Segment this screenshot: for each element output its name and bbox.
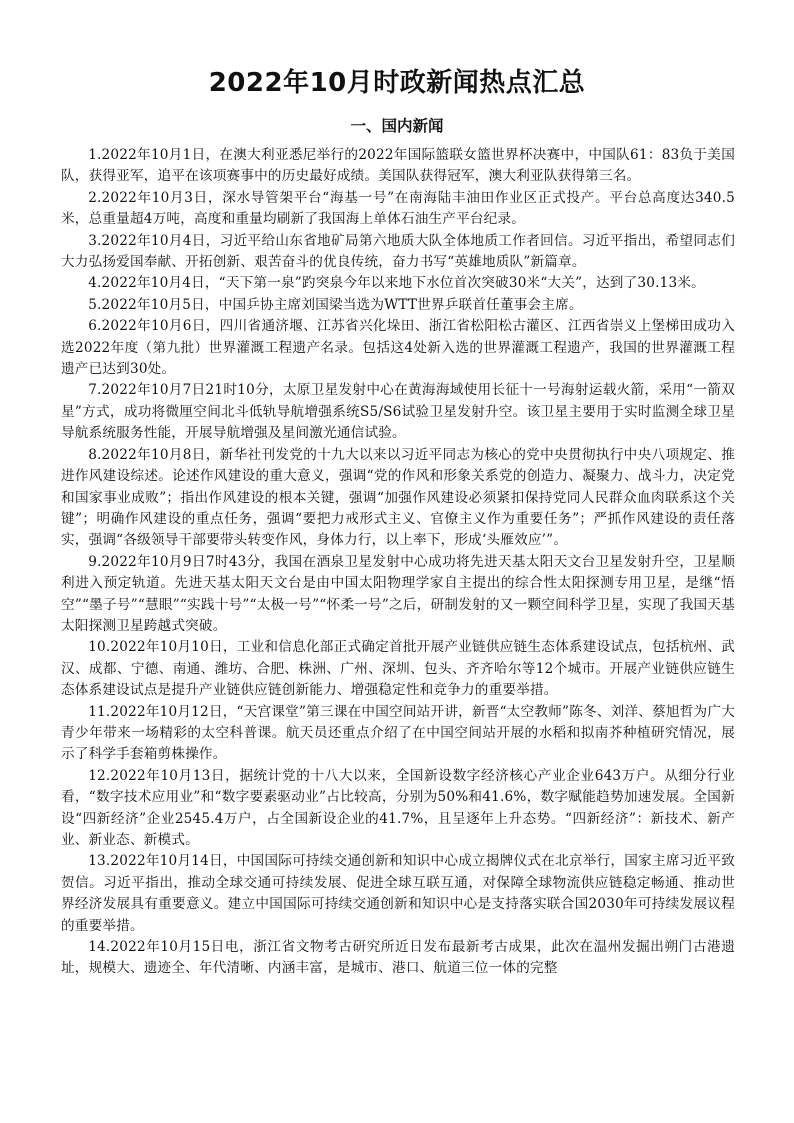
news-item: 11.2022年10月12日，“天宫课堂”第三课在中国空间站开讲，新晋“太空教师”陈冬、刘洋、蔡旭哲为广大青少年带来一场精彩的太空科普课。航天员还重点介绍了在中国空间站开展的水稻和拟南芥种植研究情况，展示了科学手套箱剪株操作。 (61, 703, 735, 763)
news-item: 4.2022年10月4日，“天下第一泉”趵突泉今年以来地下水位首次突破30米“大关”，达到了30.13米。 (88, 275, 705, 292)
news-item: 12.2022年10月13日，据统计党的十八大以来，全国新设数字经济核心产业企业643万户。从细分行业看，“数字技术应用业”和“数字要素驱动业”占比较高，分别为50%和41.6%，数字赋能趋势加速发展。全国新设“四新经济”企业2545.4万户，占全国新设企业的41.7%，且呈逐年上升态势。“四新经济”：新技术、新产业、新业态、新模式。 (61, 767, 735, 848)
section-heading: 一、国内新闻 (350, 117, 444, 135)
news-item: 13.2022年10月14日，中国国际可持续交通创新和知识中心成立揭牌仪式在北京举行，国家主席习近平致贺信。习近平指出，推动全球交通可持续发展、促进全球互联互通，对保障全球物流供应链稳定畅通、推动世界经济发展具有重要意义。建立中国国际可持续交通创新和知识中心是支持落实联合国2030年可持续发展议程的重要举措。 (61, 853, 735, 934)
news-item: 7.2022年10月7日21时10分，太原卫星发射中心在黄海海域使用长征十一号海射运载火箭，采用“一箭双星”方式，成功将微厘空间北斗低轨导航增强系统S5/S6试验卫星发射升空。该卫星主要用于实时监测全球卫星导航系统服务性能，开展导航增强及星间激光通信试验。 (61, 382, 735, 442)
news-item: 2.2022年10月3日，深水导管架平台“海基一号”在南海陆丰油田作业区正式投产。平台总高度达340.5米，总重量超4万吨，高度和重量均刷新了我国海上单体石油生产平台纪录。 (61, 189, 735, 228)
news-item: 5.2022年10月5日，中国乒协主席刘国梁当选为WTT世界乒联首任董事会主席。 (88, 296, 583, 313)
news-item: 6.2022年10月6日，四川省通济堰、江苏省兴化垛田、浙江省松阳松古灌区、江西省崇义上堡梯田成功入选2022年度（第九批）世界灌溉工程遗产名录。包括这4处新入选的世界灌溉工程遗产，我国的世界灌溉工程遗产已达到30处。 (61, 318, 735, 378)
news-list (61, 145, 735, 980)
news-item: 10.2022年10月10日，工业和信息化部正式确定首批开展产业链供应链生态体系建设试点，包括杭州、武汉、成都、宁德、南通、潍坊、合肥、株洲、广州、深圳、包头、齐齐哈尔等12个城市。开展产业链供应链生态体系建设试点是提升产业链供应链创新能力、增强稳定性和竞争力的重要举措。 (61, 639, 735, 699)
news-item: 3.2022年10月4日，习近平给山东省地矿局第六地质大队全体地质工作者回信。习近平指出，希望同志们大力弘扬爱国奉献、开拓创新、艰苦奋斗的优良传统，奋力书写“英雄地质队”新篇章。 (61, 232, 735, 271)
news-item: 1.2022年10月1日，在澳大利亚悉尼举行的2022年国际篮联女篮世界杯决赛中，中国队61：83负于美国队，获得亚军，追平在该项赛事中的历史最好成绩。美国队获得冠军，澳大利亚队获得第三名。 (61, 147, 735, 185)
news-item: 9.2022年10月9日7时43分，我国在酒泉卫星发射中心成功将先进天基太阳天文台卫星发射升空，卫星顺利进入预定轨道。先进天基太阳天文台是由中国太阳物理学家自主提出的综合性太阳探测专用卫星，是继“悟空”“墨子号”“慧眼”“实践十号”“太极一号”“怀柔一号”之后，研制发射的又一颗空间科学卫星，实现了我国天基太阳探测卫星跨越式突破。 (61, 553, 735, 634)
document-title: 2022年10月时政新闻热点汇总 (208, 68, 586, 98)
news-item: 14.2022年10月15日电，浙江省文物考古研究所近日发布最新考古成果，此次在温州发掘出朔门古港遗址，规模大、遗迹全、年代清晰、内涵丰富，是城市、港口、航道三位一体的完整 (61, 939, 735, 977)
news-item: 8.2022年10月8日，新华社刊发党的十九大以来以习近平同志为核心的党中央贯彻执行中央八项规定、推进作风建设综述。论述作风建设的重大意义，强调“党的作风和形象关系党的创造力、凝聚力、战斗力，决定党和国家事业成败”；指出作风建设的根本关键，强调“加强作风建设必须紧扣保持党同人民群众血肉联系这个关键”；明确作风建设的重点任务，强调“要把力戒形式主义、官僚主义作为重要任务”；严抓作风建设的责任落实，强调“各级领导干部要带头转变作风，身体力行，以上率下，形成‘头雁效应’”。 (61, 446, 735, 549)
